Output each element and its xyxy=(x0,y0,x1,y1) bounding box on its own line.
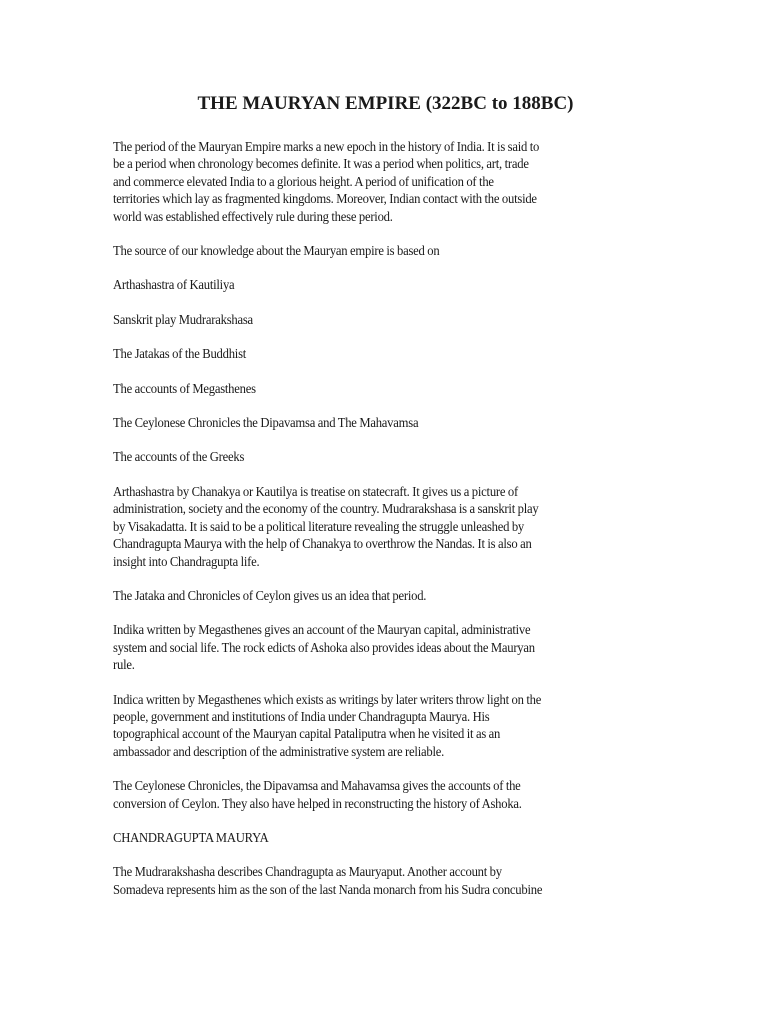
text-line: Indica written by Megasthenes which exists as writings by later writers throw light on the xyxy=(113,691,542,707)
text-line: The Ceylonese Chronicles the Dipavamsa and The Mahavamsa xyxy=(113,415,419,431)
text-line: The period of the Mauryan Empire marks a new epoch in the history of India. It is said to xyxy=(113,139,540,154)
paragraph xyxy=(113,691,658,761)
paragraph xyxy=(113,621,658,673)
paragraph xyxy=(113,448,658,465)
text-line: Sanskrit play Mudrarakshasa xyxy=(113,311,253,327)
text-line: CHANDRAGUPTA MAURYA xyxy=(113,829,269,845)
paragraph xyxy=(113,483,658,570)
text-line: Somadeva represents him as the son of the last Nanda monarch from his Sudra concubine xyxy=(113,881,543,897)
paragraph xyxy=(113,276,658,293)
text-line: world was established effectively rule during these period. xyxy=(113,208,393,224)
text-line: Arthashastra of Kautiliya xyxy=(113,277,235,293)
text-line: conversion of Ceylon. They also have helped in reconstructing the history of Ashoka. xyxy=(113,795,522,811)
text-line: be a period when chronology becomes definite. It was a period when politics, art, trade xyxy=(113,156,529,172)
document-title: THE MAURYAN EMPIRE (322BC to 188BC) xyxy=(197,93,574,114)
paragraph xyxy=(113,311,658,328)
text-line: Indika written by Megasthenes gives an account of the Mauryan capital, administrative xyxy=(113,622,531,638)
text-line: insight into Chandragupta life. xyxy=(113,553,260,569)
text-line: and commerce elevated India to a glorious height. A period of unification of the xyxy=(113,173,494,189)
text-line: The Jatakas of the Buddhist xyxy=(113,346,247,362)
text-line: administration, society and the economy of the country. Mudrarakshasa is a sanskrit play xyxy=(113,501,539,517)
text-line: ambassador and description of the administrative system are reliable. xyxy=(113,743,445,759)
text-line: The source of our knowledge about the Mauryan empire is based on xyxy=(113,243,440,259)
text-line: The Ceylonese Chronicles, the Dipavamsa and Mahavamsa gives the accounts of the xyxy=(113,778,521,794)
paragraph xyxy=(113,829,658,846)
paragraph-list xyxy=(113,138,658,898)
paragraph xyxy=(113,777,658,812)
paragraph xyxy=(113,242,658,259)
document-body xyxy=(113,92,658,915)
text-line: The Mudrarakshasha describes Chandragupta as Mauryaput. Another account by xyxy=(113,864,502,880)
paragraph xyxy=(113,345,658,362)
paragraph xyxy=(113,587,658,604)
text-line: Chandragupta Maurya with the help of Chanakya to overthrow the Nandas. It is also an xyxy=(113,536,532,552)
paragraph xyxy=(113,138,658,225)
text-line: people, government and institutions of India under Chandragupta Maurya. His xyxy=(113,708,490,724)
text-line: The accounts of Megasthenes xyxy=(113,380,256,396)
text-line: The accounts of the Greeks xyxy=(113,449,245,465)
text-line: Arthashastra by Chanakya or Kautilya is treatise on statecraft. It gives us a picture of xyxy=(113,483,518,499)
paragraph xyxy=(113,863,658,898)
text-line: territories which lay as fragmented kingdoms. Moreover, Indian contact with the outside xyxy=(113,191,537,207)
text-line: by Visakadatta. It is said to be a political literature revealing the struggle unleashed by xyxy=(113,518,525,534)
text-line: rule. xyxy=(113,657,135,673)
text-line: The Jataka and Chronicles of Ceylon gives us an idea that period. xyxy=(113,587,427,603)
text-line: system and social life. The rock edicts of Ashoka also provides ideas about the Mauryan xyxy=(113,639,535,655)
text-line: topographical account of the Mauryan capital Pataliputra when he visited it as an xyxy=(113,726,501,742)
paragraph xyxy=(113,414,658,431)
paragraph xyxy=(113,380,658,397)
